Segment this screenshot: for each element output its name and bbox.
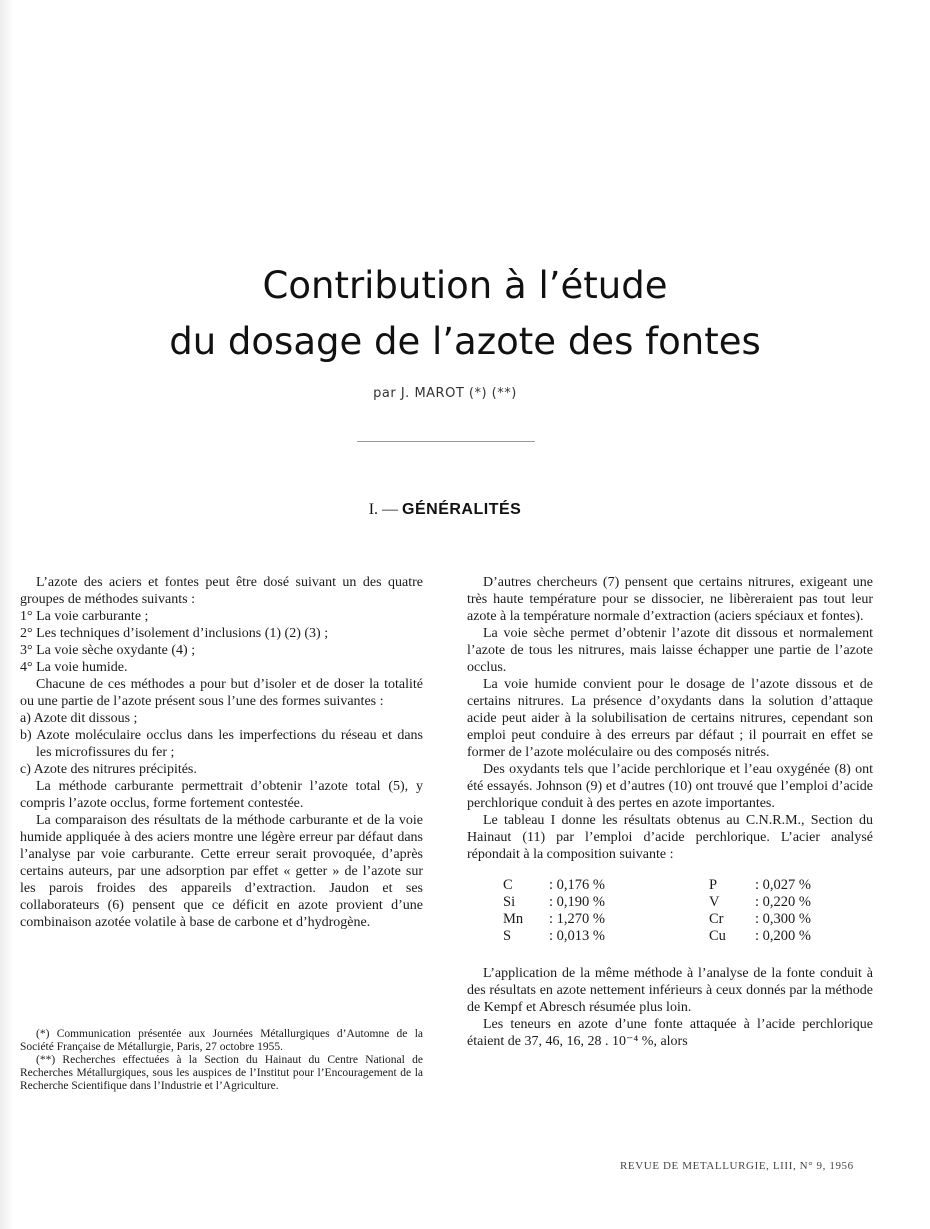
title-line-1: Contribution à l’étude <box>262 264 668 307</box>
article-title <box>0 258 930 370</box>
section-heading <box>0 501 890 519</box>
element-value: : 0,176 % <box>549 877 605 893</box>
paragraph: L’application de la même méthode à l’analyse de la fonte conduit à des résultats en azote nettement inférieurs à ceux donnés par la méthode de Kempf et Abresch résumée plus loin. <box>467 966 873 1015</box>
column-gap <box>667 928 703 945</box>
element-symbol: Cr <box>709 911 724 927</box>
paragraph: D’autres chercheurs (7) pensent que certains nitrures, exigeant une très haute température pour se dissocier, ne libèreraient pas tout leur azote à la température normale d’extraction (aciers spéciaux et fontes). <box>467 575 873 624</box>
title-line-2: du dosage de l’azote des fontes <box>169 320 761 363</box>
list-item: 1° La voie carburante ; <box>20 609 149 624</box>
title-divider <box>357 441 535 442</box>
left-column <box>20 574 423 931</box>
element-symbol: Si <box>503 894 516 910</box>
list-item: b) Azote moléculaire occlus dans les imperfections du réseau et dans les microfissures du fer ; <box>20 728 423 760</box>
paragraph: Des oxydants tels que l’acide perchlorique et l’eau oxygénée (8) ont été essayés. Johnson (9) et d’autres (10) ont trouvé que l’emploi d’acide perchlorique conduit à des pertes en azote importantes. <box>467 762 873 811</box>
page-edge-shadow <box>0 0 14 1229</box>
element-value: : 0,220 % <box>755 894 811 910</box>
paragraph: La voie humide convient pour le dosage de l’azote dissous et de certains nitrures. La présence d’oxydants dans la solution d’attaque acide peut aider à la solubilisation de certains nitrures, cependant son emploi peut conduire à des erreurs par défaut ; il pourrait en effet se former de l’azote moléculaire ou des composés nitrés. <box>467 677 873 760</box>
paragraph: Le tableau I donne les résultats obtenus au C.N.R.M., Section du Hainaut (11) par l’emploi d’acide perchlorique. L’acier analysé répondait à la composition suivante : <box>467 813 873 862</box>
table-row <box>497 928 873 945</box>
footnote: (**) Recherches effectuées à la Section du Hainaut du Centre National de Recherches Métallurgiques, sous les auspices de l’Institut pour l’Encouragement de la Recherche Scientifique dans l’Industrie et l’Agriculture. <box>20 1054 423 1092</box>
paragraph: La voie sèche permet d’obtenir l’azote dit dissous et normalement l’azote de tous les nitrures, mais laisse échapper une partie de l’azote occlus. <box>467 626 873 675</box>
element-symbol: P <box>709 877 718 893</box>
table-row <box>497 894 873 911</box>
element-symbol: C <box>503 877 513 893</box>
paragraph: Chacune de ces méthodes a pour but d’isoler et de doser la totalité ou une partie de l’azote présent sous l’une des formes suivantes : <box>20 677 423 709</box>
section-title: GÉNÉRALITÉS <box>402 501 522 518</box>
column-gap <box>667 894 703 911</box>
footnote: (*) Communication présentée aux Journées Métallurgiques d’Automne de la Société Française de Métallurgie, Paris, 27 octobre 1955. <box>20 1028 423 1053</box>
element-symbol: S <box>503 928 512 944</box>
table-row <box>497 911 873 928</box>
element-symbol: Mn <box>503 911 524 927</box>
list-item: a) Azote dit dissous ; <box>20 711 138 726</box>
list-item: c) Azote des nitrures précipités. <box>20 762 197 777</box>
element-value: : 0,013 % <box>549 928 605 944</box>
paragraph: La méthode carburante permettrait d’obtenir l’azote total (5), y compris l’azote occlus, forme fortement contestée. <box>20 779 423 811</box>
paragraph: L’azote des aciers et fontes peut être dosé suivant un des quatre groupes de méthodes suivants : <box>20 575 423 607</box>
table-row <box>497 877 873 894</box>
list-item: 2° Les techniques d’isolement d’inclusions (1) (2) (3) ; <box>20 626 329 641</box>
element-value: : 0,190 % <box>549 894 605 910</box>
running-footer: REVUE DE METALLURGIE, LIII, N° 9, 1956 <box>620 1160 854 1172</box>
element-value: : 0,027 % <box>755 877 811 893</box>
composition-table <box>497 877 873 945</box>
element-symbol: V <box>709 894 720 910</box>
list-item: 3° La voie sèche oxydante (4) ; <box>20 643 196 658</box>
author-byline: par J. MAROT (*) (**) <box>373 386 517 401</box>
paragraph: Les teneurs en azote d’une fonte attaquée à l’acide perchlorique étaient de 37, 46, 16, 28 . 10⁻⁴ %, alors <box>467 1017 873 1049</box>
list-item: 4° La voie humide. <box>20 660 128 675</box>
column-gap <box>667 877 703 894</box>
element-value: : 0,300 % <box>755 911 811 927</box>
column-gap <box>667 911 703 928</box>
right-column <box>467 574 873 1050</box>
paragraph: La comparaison des résultats de la méthode carburante et de la voie humide appliquée à des aciers montre une légère erreur par défaut dans l’analyse par voie carburante. Cette erreur serait provoquée, d’après certains auteurs, par une adsorption par effet « getter » de l’azote sur les parois froides des appareils d’extraction. Jaudon et ses collaborateurs (6) pensent que ce déficit en azote provient d’une combinaison azotée volatile à base de carbone et d’hydrogène. <box>20 813 423 930</box>
footnotes <box>20 1028 423 1093</box>
element-value: : 1,270 % <box>549 911 605 927</box>
element-symbol: Cu <box>709 928 726 944</box>
element-value: : 0,200 % <box>755 928 811 944</box>
section-number: I. — <box>368 501 399 518</box>
